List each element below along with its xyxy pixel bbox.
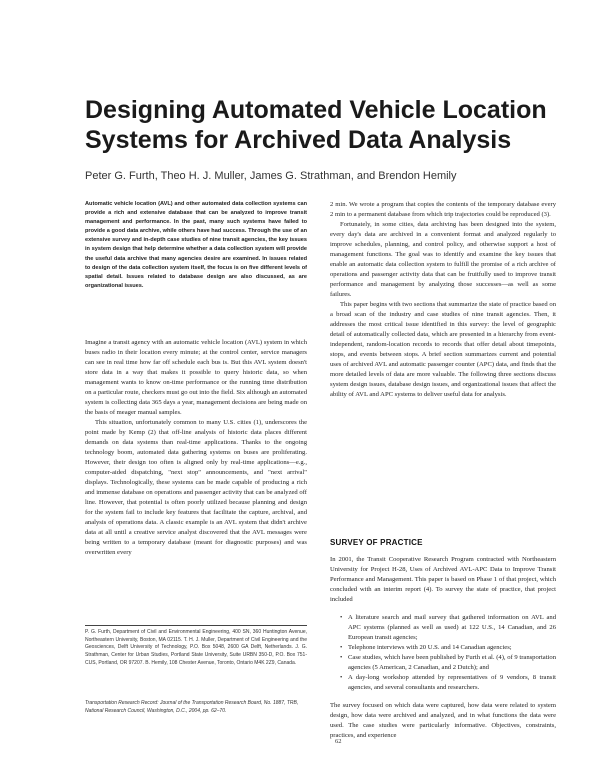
body-paragraph: Fortunately, in some cities, data archiving has been designed into the system, every day's data are archived in a convenient format and analyzed regularly to improve schedules, planning, and control policy, and otherwise support a host of management functions. The goal was to identify and examine the key issues that enable an automatic data collection system to fulfill the promise of a rich archive of operations and passenger activity data that can be fruitfully used to improve transit performance and management by analyzing those successes—as well as some failures. bbox=[330, 221, 556, 298]
right-column-body bbox=[330, 200, 556, 400]
survey-of-practice-section bbox=[330, 538, 556, 741]
survey-bullet-list bbox=[330, 613, 556, 693]
list-item: • Case studies, which have been published by Furth et al. (4), of 9 transportation agencies (5 American, 2 Canadian, and 2 Dutch); and bbox=[340, 653, 556, 673]
journal-citation: Transportation Research Record: Journal of the Transportation Research Board, No. 1887, TRB, National Research Council, Washington, D.C., 2004, pp. 62–70. bbox=[85, 700, 299, 714]
title-line-1: Designing Automated Vehicle Location bbox=[85, 96, 547, 124]
body-paragraph: The survey focused on which data were captured, how data were related to system design, how data were archived and analyzed, and in what functions the data were used. The case studies were particularly informative. Objectives, constraints, practices, and experience bbox=[330, 702, 556, 739]
body-paragraph: 2 min. We wrote a program that copies the contents of the temporary database every 2 min to a permanent database from which trip trajectories could be reproduced (3). bbox=[330, 201, 556, 218]
section-intro: In 2001, the Transit Cooperative Research Program contracted with Northeastern University for Project H-28, Uses of Archived AVL-APC Data to Improve Transit Performance and Management. This paper is based on Phase 1 of that project, which concluded with an interim report (4). To survey the state of practice, that project included bbox=[330, 556, 556, 603]
author-list: Peter G. Furth, Theo H. J. Muller, James G. Strathman, and Brendon Hemily bbox=[85, 170, 457, 182]
body-paragraph: This paper begins with two sections that summarize the state of practice based on a broad scan of the industry and case studies of nine transit agencies. Then, it addresses the most critical issue identified in this survey: the level of geographic detail of automatically collected data, which are presented in a hierarchy from event-independent, random-location records to records that offer detail about timepoints, stops, and events between stops. A brief section summarizes current and potential uses of archived AVL and automatic passenger counter (APC) data, and finds that the more detailed levels of data are more valuable. The following three sections discuss system design issues, database design issues, and organizational issues that affect the ability of AVL and APC systems to deliver useful data for analysis. bbox=[330, 301, 556, 398]
title-line-2: Systems for Archived Data Analysis bbox=[85, 126, 512, 154]
list-item: • A day-long workshop attended by representatives of 9 vendors, 8 transit agencies, and several consultants and researchers. bbox=[340, 673, 556, 693]
list-item: • Telephone interviews with 20 U.S. and 14 Canadian agencies; bbox=[340, 643, 556, 653]
author-affiliations: P. G. Furth, Department of Civil and Environmental Engineering, 400 SN, 360 Huntington Avenue, Northeastern University, Boston, MA 02115. T. H. J. Muller, Department of Civil Engineering and the Geosciences, Delft University of Technology, P.O. Box 5048, 2600 GA Delft, Netherlands. J. G. Strathman, Center for Urban Studies, Portland State University, Suite URBN 350-D, P.O. Box 751-CUS, Portland, OR 97207. B. Hemily, 108 Chester Avenue, Toronto, Ontario M4K 2Z9, Canada. bbox=[85, 629, 307, 666]
paper-title bbox=[85, 95, 555, 155]
abstract-text: Automatic vehicle location (AVL) and other automated data collection systems can provide a rich and extensive database that can be analyzed to improve transit management and performance. In the past, many such systems have failed to provide a good data archive, while others have had success. Through the use of an extensive survey and in-depth case studies of nine transit agencies, the key issues in system design that help determine whether a data collection system will provide the useful data archive that many agencies desire are examined. In issues related to design of the data collection system itself, the focus is on five different levels of spatial detail. Issues related to database design are also discussed, as are organizational issues. bbox=[85, 201, 307, 289]
body-paragraph: Imagine a transit agency with an automatic vehicle location (AVL) system in which buses radio in their location every minute; at the control center, service managers can see in real time how far off schedule each bus is. But this AVL system doesn't store data in a way that makes it possible to query historic data, so when management wants to know on-time performance or the running time distribution on a particular route, checkers must go out into the field. Six although an automated system is collecting data 365 days a year, management decisions are being made on the basis of meager manual samples. bbox=[85, 339, 307, 416]
abstract bbox=[85, 200, 307, 291]
page-number: 62 bbox=[335, 738, 342, 745]
left-column-body bbox=[85, 338, 307, 558]
footnote-divider bbox=[85, 625, 307, 626]
list-item: • A literature search and mail survey that gathered information on AVL and APC systems (planned as well as used) at 122 U.S., 14 Canadian, and 26 European transit agencies; bbox=[340, 613, 556, 643]
section-heading: SURVEY OF PRACTICE bbox=[330, 538, 423, 547]
body-paragraph: This situation, unfortunately common to many U.S. cities (1), underscores the point made by Kemp (2) that off-line analysis of historic data places different demands on data systems than real-time applications. Thanks to the ongoing technology boom, automated data gathering systems on buses are proliferating. However, their design too often is aligned only by real-time applications—e.g., computer-aided dispatching, "next stop" announcements, and "next arrival" displays. Technologically, these systems can be made capable of producing a rich and immense database on operations and passenger activity that can be analyzed off line. However, that potential is often poorly utilized because planning and design for the system fail to include key features that facilitate the capture, archival, and analysis of operations data. A classic example is an AVL system that didn't archive data at all until a creative service analyst discovered that the AVL messages were being written to a temporary database (meant for diagnostic purposes) and was overwritten every bbox=[85, 419, 307, 556]
